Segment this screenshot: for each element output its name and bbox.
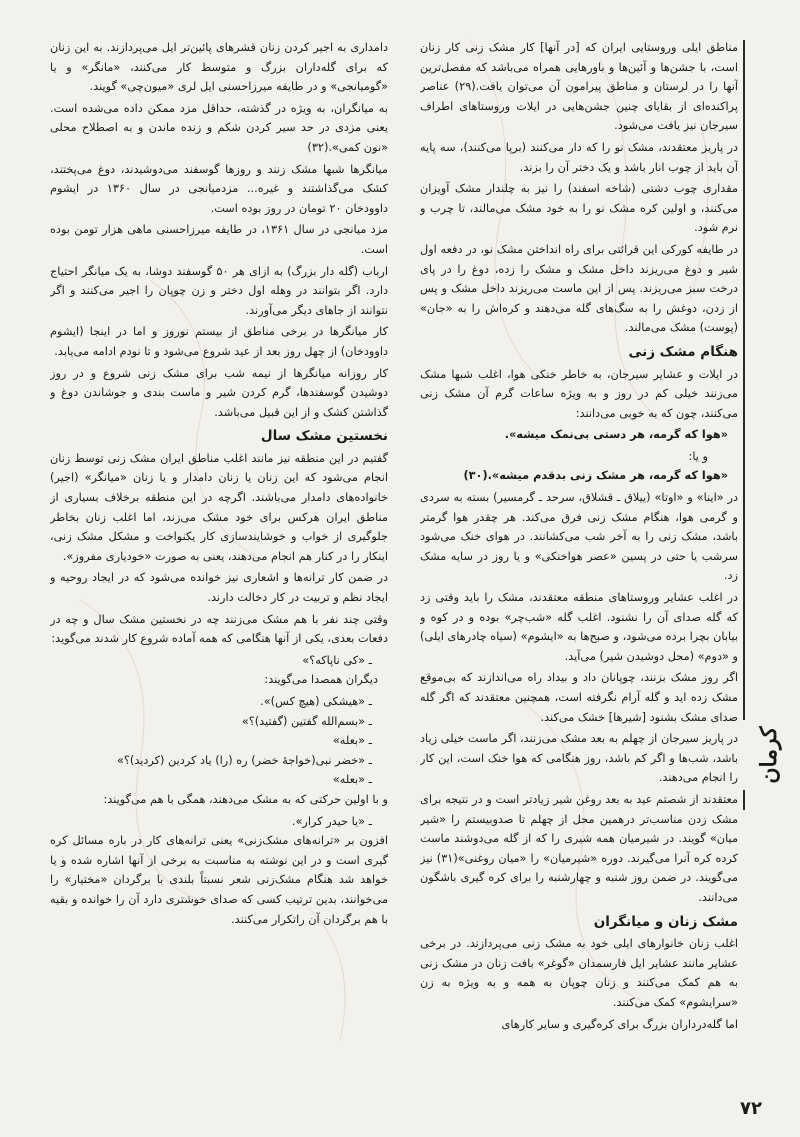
paragraph: افزون بر «ترانه‌های مشک‌زنی» یعنی ترانه‌های کار در باره مسائل کره گیری است و در این نوشته به مناسبت به برخی از آنها اشاره شده و یا خواهد شد هنگام مشک‌زنی شعر نسبتاً بلندی با برگردان «مختیار» را می‌خوانند، بدین ترتیب کسی که صدای خوشتری دارد آن را خوانده و بقیه با هم برگردان آن راتکرار می‌کنند. xyxy=(50,834,388,926)
paragraph: در ایلات و عشایر سیرجان، به خاطر خنکی هوا، اغلب شبها مشک می‌زنند خیلی کم در روز و به ویژه ساعات گرم آن مشک زنی می‌کنند، چون که به خوبی می‌دانند: xyxy=(420,367,738,420)
svg-text:کرمان: کرمان xyxy=(756,726,782,784)
dialogue-line: ـ «بعله» xyxy=(332,773,372,787)
paragraph: در اغلب عشایر وروستاهای منطقه معتقدند، مشک را باید وقتی زد که گله صدای آن را نشنود. اغلب گله «شب‌چر» بوده و در کوه و بیابان بچرا برده می‌شود، و صبح‌ها به «ایشوم» (سیاه چادرهای ایلی) و «دوم» (محل دوشیدن شیر) می‌آید. xyxy=(420,591,738,663)
quote-line: «هوا که گرمه، هر دستی بی‌نمک میشه». xyxy=(504,428,728,442)
dialogue-line: ـ «یا حیدر کرار». xyxy=(291,814,372,828)
paragraph: دامداری به اجیر کردن زنان قشرهای پائین‌تر ایل می‌پردازند. به این زنان که برای گله‌داران بزرگ و متوسط کار می‌کنند، «مانگر» و یا «گومیانجی» و در طایفه میرزاحسنی ایل لری «میون‌چی» گویند. xyxy=(50,41,388,94)
paragraph: اغلب زنان خانوارهای ایلی خود به مشک زنی می‌پردازند. در برخی عشایر مانند عشایر ایل فارسمدان «گوغر» بافت زنان در مشک زنی به هم کمک می‌کنند و زنان چوپان به همه و به ویژه به زن «سرایشوم» کمک می‌کنند. xyxy=(420,937,738,1009)
paragraph: و با اولین حرکتی که به مشک می‌دهند، همگی با هم می‌گویند: xyxy=(103,792,388,806)
paragraph: در ضمن کار ترانه‌ها و اشعاری نیز خوانده می‌شود که در ایجاد روحیه و ایجاد نظم و تربیت در کار دخالت دارند. xyxy=(50,571,388,605)
section-heading: هنگام مشک زنی xyxy=(628,343,738,360)
paragraph: وقتی چند نفر با هم مشک می‌زنند چه در نخستین مشک سال و چه در دفعات بعدی، یکی از آنها هنگامی که همه آماده شروع کار شدند می‌گوید: xyxy=(50,612,388,646)
right-text-column xyxy=(420,38,738,1078)
paragraph: در پاریز معتقدند، مشک نو را که دار می‌کنند (برپا می‌کنند)، سه پایه آن باید از چوب انار باشد و یک دختر آن را بزند. xyxy=(420,140,738,174)
connector-text: و یا: xyxy=(688,449,708,463)
indented-text: دیگران همصدا می‌گویند: xyxy=(264,673,378,687)
paragraph: ارباب (گله دار بزرگ) به ازای هر ۵۰ گوسفند دوشا، به یک میانگر احتیاج دارد. اگر بتوانند در وهله اول دختر و زن چوپان را اجیر می‌کنند و اگر نتوانند از جاهای دیگر می‌آورند. xyxy=(50,264,388,317)
section-heading: مشک زنان و میانگران xyxy=(593,913,738,930)
paragraph: اما گله‌درداران بزرگ برای کره‌گیری و سایر کارهای xyxy=(501,1017,738,1031)
kerman-calligraphy-logo xyxy=(744,720,794,790)
paragraph: در پاریز سیرجان از چهلم به بعد مشک می‌زنند، اگر ماست خیلی زیاد باشد، شب‌ها و اگر کم باشد، روز هنگامی که هوا خنک است، این کار را انجام می‌دهند. xyxy=(420,732,738,785)
paragraph: مقداری چوب دشتی (شاخه اسفند) را نیز به چلندار مشک آویزان می‌کنند، و اولین کره مشک نو را به خود مشک می‌مالند، تا چرب و نرم شود. xyxy=(420,182,738,235)
paragraph: مزد میانجی در سال ۱۳۶۱، در طایفه میرزاحسنی ماهی هزار تومن بوده است. xyxy=(50,223,388,256)
paragraph: کار روزانه میانگرها از نیمه شب برای مشک زنی شروع و در روز دوشیدن گوسفندها، گرم کردن شیر و ماست بندی و جوشاندن دوغ و گذاشتن کشک و از این قبیل می‌باشد. xyxy=(50,366,388,419)
dialogue-line: ـ «کی ناپاکه؟» xyxy=(302,653,372,667)
section-heading: نخستین مشک سال xyxy=(260,428,388,445)
paragraph: در «اینا» و «اوتا» (ییلاق ـ قشلاق، سرحد ـ گرمسیر) بسته به سردی و گرمی هوا، هنگام مشک زنی فرق می‌کند. هر چقدر هوا گرمتر باشد، مشک زنی را به آخر شب می‌کشانند. در هوای خنک می‌شود سرشب یا حتی در پسین «عصر هواخنکی» و یا روز در سایه مشک زد. xyxy=(420,491,738,583)
page-number: ۷۲ xyxy=(740,1098,762,1119)
dialogue-line: ـ «بعله» xyxy=(332,734,372,748)
left-text-column xyxy=(50,38,388,1078)
paragraph: به میانگران، به ویژه در گذشته، حداقل مزد ممکن داده می‌شده است. یعنی مزدی در حد سیر کردن شکم و زنده ماندن و به اصطلاح محلی «نون کمی».(۳۲) xyxy=(50,101,388,154)
paragraph: مناطق ایلی وروستایی ایران که [در آنها] کار مشک زنی کار زنان است، با جشن‌ها و آئین‌ها و باورهایی همراه می‌باشد که مفصل‌ترین آنها را در لرستان و مناطق پیرامون آن می‌توان یافت.(۲۹) عناصر پراکنده‌ای از بقایای چنین جشن‌هایی در ایلات وروستاهای اطراف سیرجان نیز یافت می‌شود. xyxy=(420,41,738,133)
dialogue-line: ـ «خضر نبی(خواجهٔ خضر) ره (را) یاد کردین (کردید)؟» xyxy=(117,753,372,767)
dialogue-line: ـ «بسم‌الله گفتین (گفتید)؟» xyxy=(241,714,372,728)
paragraph: در طایفه کورکی این قرائتی برای راه انداختن مشک نو، در دفعه اول شیر و دوغ می‌ریزند داخل مشک و مشک را زده، دوغ را در پای درخت سبز می‌ریزند. پس از این ماست می‌ریزند داخل مشک و پس از زدن، دوغش را به سگ‌های گله می‌دهند و کره‌اش را به «جان» (پوست) مشک می‌مالند. xyxy=(420,242,738,335)
margin-rule-lower xyxy=(743,790,745,810)
paragraph: کار میانگرها در برخی مناطق از بیستم نوروز و اما در اینجا (ایشوم داوودخان) از چهل روز بعد از عید شروع می‌شود و تا نودم ادامه می‌یابد. xyxy=(50,325,388,358)
paragraph: میانگرها شبها مشک زنند و روزها گوسفند می‌دوشیدند، دوغ می‌پختند، کشک می‌گذاشتند و غیره... مزدمیانجی در سال ۱۳۶۰ در ایشوم داوودخان ۲۰ تومان در روز بوده است. xyxy=(50,162,388,215)
paragraph: گفتیم در این منطقه نیز مانند اغلب مناطق ایران مشک زنی توسط زنان انجام می‌شود که این زنان یا زنان دامدار و یا زنان «میانگر» (اجیر) خانواده‌های دامدار می‌باشند. اگرچه در این منطقه برخلاف بسیاری از مناطق ایران هرکس برای خود مشک می‌زند، اما اغلب زنان بخاطر جلوگیری از خواب و خوشایندسازی کار یکنواخت و مشکل مشک زنی، اینکار را در کنار هم انجام می‌دهند، یعنی به صورت «خودیاری مفروز». xyxy=(50,451,388,563)
dialogue-line: ـ «هیشکی (هیچ کس)». xyxy=(260,695,372,708)
quote-line: «هوا که گرمه، هر مشک زنی بدقدم میشه».(۳۰) xyxy=(463,469,728,483)
paragraph: معتقدند از شصتم عید به بعد روغن شیر زیادتر است و در نتیجه برای مشک زدن مناسب‌تر درهمین محل از چهلم تا صدوبیستم را «شیر میان» گویند. در شیرمیان همه شیری را که از گله می‌دوشند ماست کرده کره آنرا می‌گیرند. دوره «شیرمیان» را «میان روغنی»(۳۱) نیز می‌گویند. در ضمن روز شنبه و چهارشنبه را برای کره گیری باشگون می‌دانند. xyxy=(420,792,738,904)
margin-rule xyxy=(743,40,745,720)
paragraph: اگر روز مشک بزنند، چوپانان داد و بیداد راه می‌اندازند که بی‌موقع مشک زده اید و گله آرام نگرفته است، همچنین معتقدند که اگر گله صدای مشک بشنود [شیرها] خشک می‌کند. xyxy=(420,671,738,724)
